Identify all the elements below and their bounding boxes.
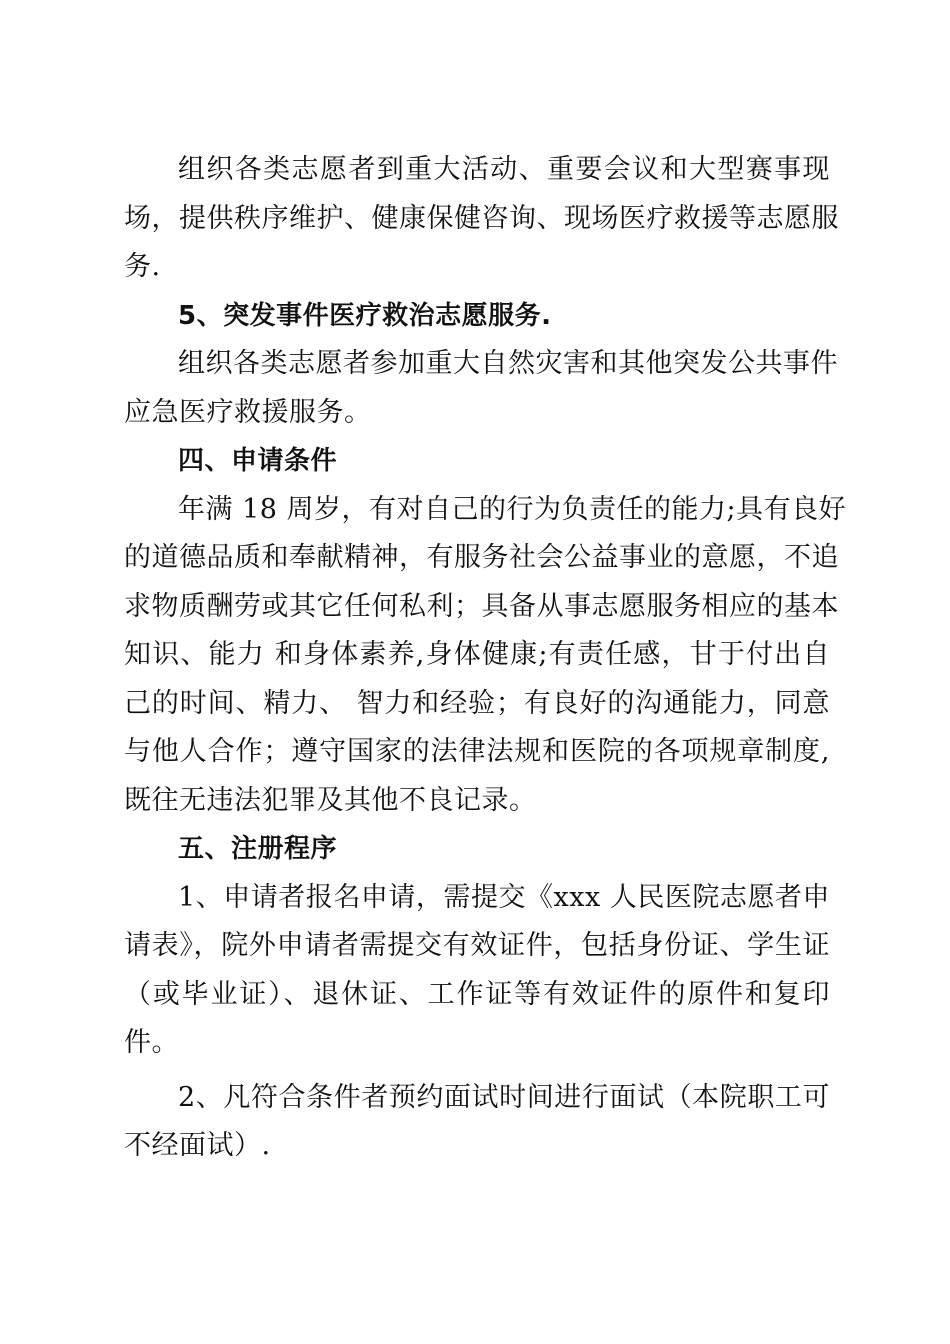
text-line: 应急医疗救援服务。: [124, 396, 372, 428]
text-line: 的道德品质和奉献精神，有服务社会公益事业的意愿，不追: [124, 542, 839, 573]
text-line: 己的时间、精力、 智力和经验；有良好的沟通能力，同意: [124, 687, 830, 719]
heading-registration-procedure: [124, 825, 830, 874]
text-line: 既往无违法犯罪及其他不良记录。: [124, 784, 537, 816]
text-line: 1、申请者报名申请，需提交《xxx 人民医院志愿者申: [178, 881, 830, 913]
text-line: 年满 18 周岁，有对自己的行为负责任的能力;具有良好: [178, 493, 847, 525]
heading-text: 五、注册程序: [178, 834, 338, 864]
paragraph-procedure-step-2: [124, 1074, 830, 1171]
text-line: 场，提供秩序维护、健康保健咨询、现场医疗救援等志愿服: [124, 202, 839, 234]
heading-application-conditions: [124, 437, 830, 486]
text-line: 2、凡符合条件者预约面试时间进行面试（本院职工可: [178, 1081, 830, 1113]
text-line: 与他人合作；遵守国家的法律法规和医院的各项规章制度,: [124, 736, 830, 767]
text-line: 知识、能力 和身体素养,身体健康;有责任感，甘于付出自: [124, 639, 830, 670]
paragraph-procedure-step-1: [124, 874, 830, 1068]
paragraph-application-conditions: [124, 486, 847, 826]
heading-text: 四、申请条件: [178, 446, 338, 476]
text-line: 求物质酬劳或其它任何私利；具备从事志愿服务相应的基本: [124, 590, 839, 622]
text-line: 不经面试）.: [124, 1130, 271, 1161]
text-line: 件。: [124, 1027, 179, 1058]
text-line: 务.: [124, 251, 161, 282]
document-page: [124, 146, 847, 1171]
text-line: 请表》，院外申请者需提交有效证件，包括身份证、学生证: [124, 930, 830, 961]
paragraph-event-service: [124, 146, 839, 292]
paragraph-emergency-service: [124, 340, 838, 437]
heading-emergency-service: [124, 292, 830, 341]
text-line: 组织各类志愿者到重大活动、重要会议和大型赛事现: [178, 154, 830, 185]
heading-text: 5、突发事件医疗救治志愿服务.: [178, 300, 552, 331]
text-line: （或毕业证）、退休证、工作证等有效证件的原件和复印: [124, 978, 830, 1010]
text-line: 组织各类志愿者参加重大自然灾害和其他突发公共事件: [178, 348, 838, 379]
